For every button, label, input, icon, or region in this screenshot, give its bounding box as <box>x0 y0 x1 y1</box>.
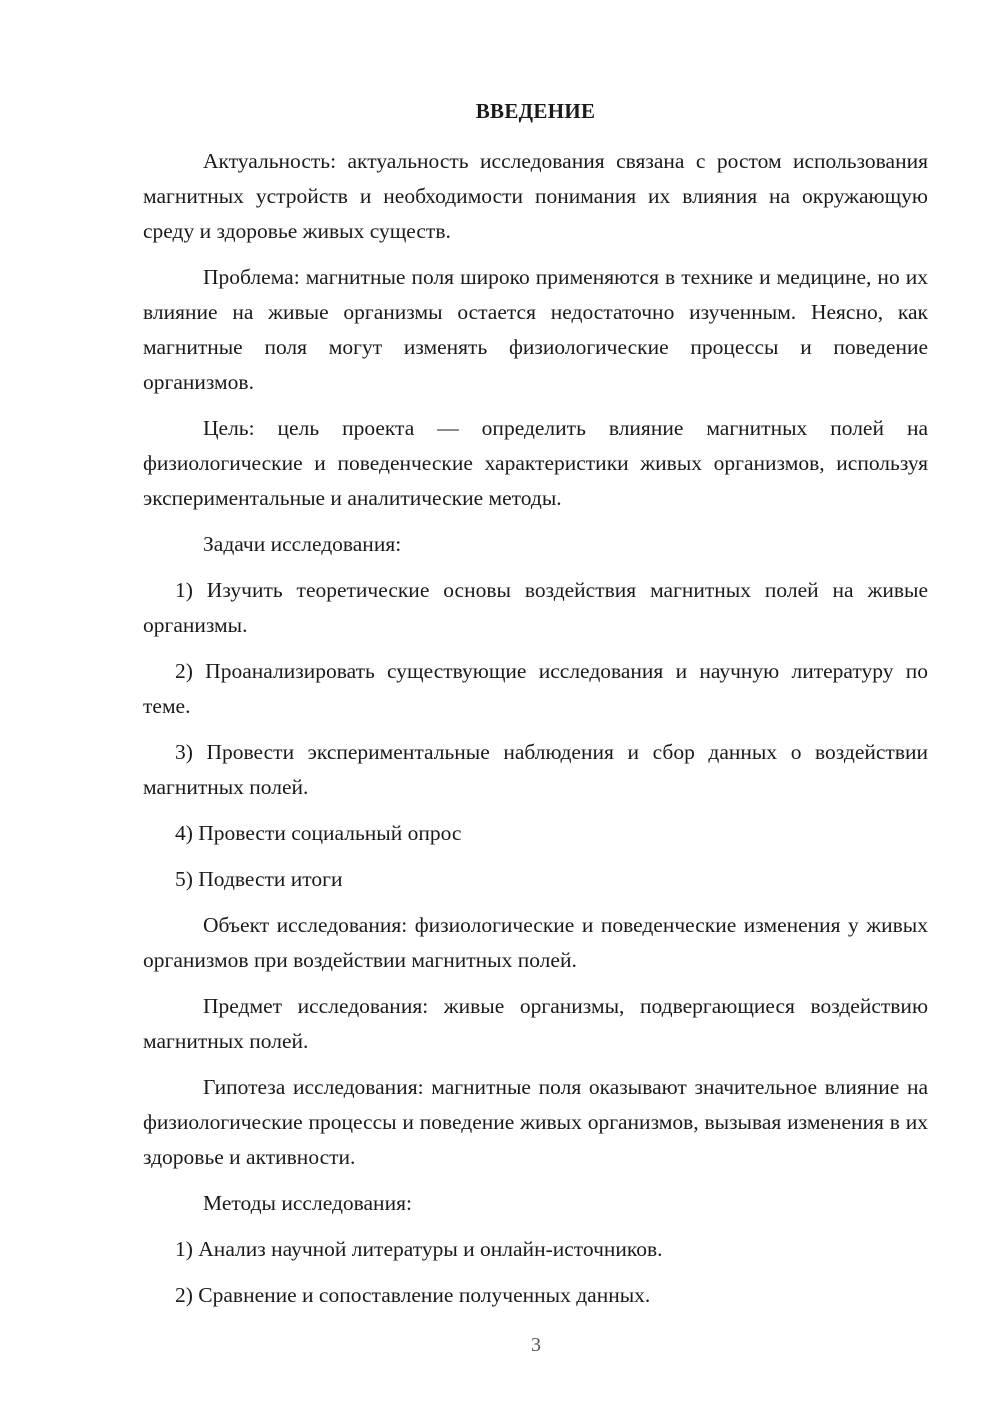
page-number: 3 <box>531 1334 541 1356</box>
task-item-2: 2) Проанализировать существующие исследования и научную литературу по теме. <box>143 659 928 718</box>
task-item-5: 5) Подвести итоги <box>175 867 343 891</box>
relevance-paragraph: Актуальность: актуальность исследования связана с ростом использования магнитных устройств и необходимости понимания их влияния на окружающую среду и здоровье живых существ. <box>143 149 928 243</box>
page-title: ВВЕДЕНИЕ <box>475 99 596 123</box>
subject-paragraph: Предмет исследования: живые организмы, подвергающиеся воздействию магнитных полей. <box>143 994 928 1053</box>
methods-heading: Методы исследования: <box>203 1191 412 1215</box>
task-item-4: 4) Провести социальный опрос <box>175 821 462 845</box>
method-item-1: 1) Анализ научной литературы и онлайн-источников. <box>175 1237 663 1261</box>
method-item-2: 2) Сравнение и сопоставление полученных данных. <box>175 1283 651 1307</box>
task-item-3: 3) Провести экспериментальные наблюдения и сбор данных о воздействии магнитных полей. <box>143 740 928 799</box>
page-content <box>143 96 928 1324</box>
task-item-1: 1) Изучить теоретические основы воздействия магнитных полей на живые организмы. <box>143 578 928 637</box>
problem-paragraph: Проблема: магнитные поля широко применяются в технике и медицине, но их влияние на живые организмы остается недостаточно изученным. Неясно, как магнитные поля могут изменять физиологические процессы и поведение организмов. <box>143 265 928 394</box>
hypothesis-paragraph: Гипотеза исследования: магнитные поля оказывают значительное влияние на физиологические процессы и поведение живых организмов, вызывая изменения в их здоровье и активности. <box>143 1075 928 1169</box>
tasks-heading: Задачи исследования: <box>203 532 402 556</box>
goal-paragraph: Цель: цель проекта — определить влияние магнитных полей на физиологические и поведенческие характеристики живых организмов, используя экспериментальные и аналитические методы. <box>143 416 928 510</box>
object-paragraph: Объект исследования: физиологические и поведенческие изменения у живых организмов при воздействии магнитных полей. <box>143 913 928 972</box>
